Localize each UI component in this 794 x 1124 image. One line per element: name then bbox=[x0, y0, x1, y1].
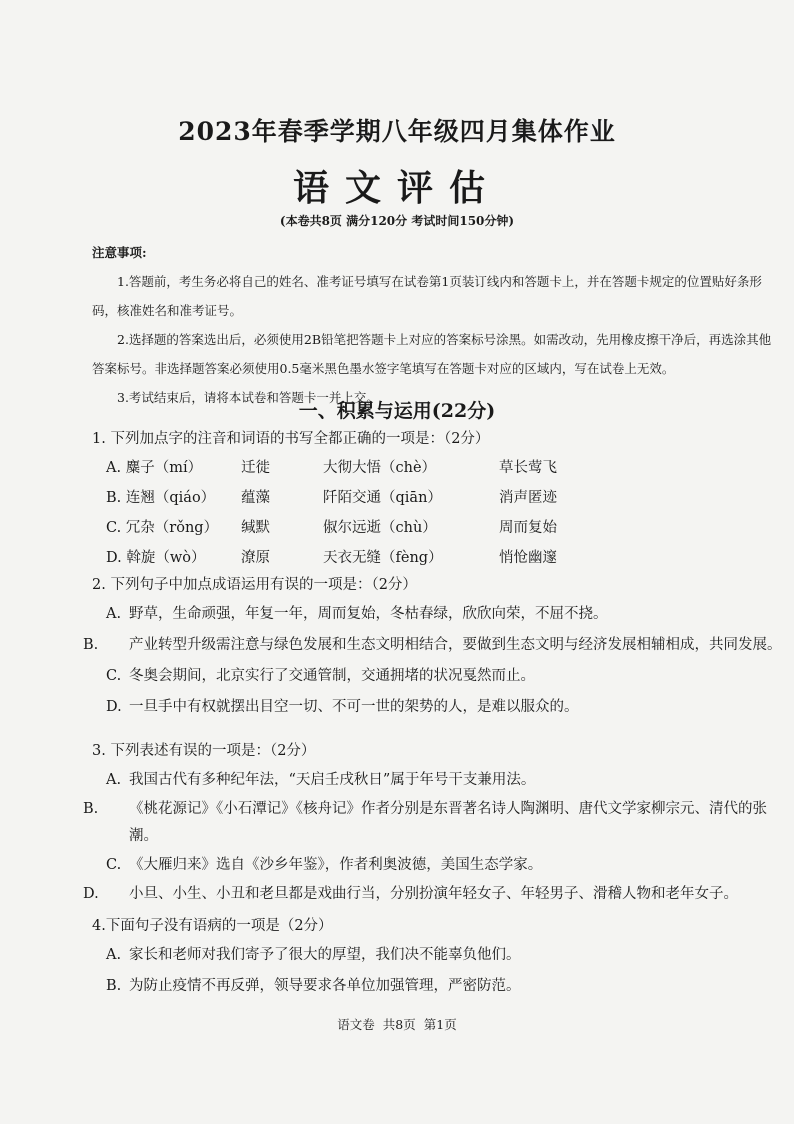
footer-subject: 语文卷 bbox=[337, 1017, 375, 1032]
notice-heading: 注意事项: bbox=[92, 245, 147, 260]
option-cell: 周而复始 bbox=[499, 520, 557, 536]
exam-info: (本卷共8页 满分120分 考试时间150分钟) bbox=[279, 214, 515, 228]
option-cell: 潦原 bbox=[241, 550, 270, 566]
option-cell: 俶尔远逝（chù） bbox=[323, 520, 437, 536]
question-title: 2. 下列句子中加点成语运用有误的一项是：（2分） bbox=[92, 577, 417, 593]
option-cell: 缄默 bbox=[241, 520, 270, 536]
option-label: A. bbox=[106, 772, 122, 788]
option-cell: 大彻大悟（chè） bbox=[323, 460, 437, 476]
notice-item: 2.选择题的答案选出后，必须使用2B铅笔把答题卡上对应的答案标号涂黑。如需改动，先用橡皮擦干净后，再选涂其他答案标号。非选择题答案必须使用0.5毫米黑色墨水签字笔填写在答题卡对应的区域内，写在试卷上无效。 bbox=[92, 332, 772, 376]
exam-title: 2023年春季学期八年级四月集体作业 bbox=[178, 117, 616, 146]
option-text: 一旦手中有权就摆出目空一切、不可一世的架势的人，是难以服众的。 bbox=[129, 699, 579, 715]
option-text: 小旦、小生、小丑和老旦都是戏曲行当，分别扮演年轻女子、年轻男子、滑稽人物和老年女子。 bbox=[129, 886, 738, 902]
option-label: B. bbox=[83, 637, 99, 653]
option-text: 为防止疫情不再反弹，领导要求各单位加强管理，严密防范。 bbox=[129, 978, 521, 994]
option-cell: D. 斡旋（wò） bbox=[106, 550, 206, 566]
question-1 bbox=[92, 426, 782, 573]
option-label: D. bbox=[106, 699, 122, 715]
section-title: 一、积累与运用(22分) bbox=[298, 400, 496, 422]
option-label: C. bbox=[106, 668, 122, 684]
question-title: 3. 下列表述有误的一项是：（2分） bbox=[92, 743, 316, 759]
options-grid bbox=[92, 453, 782, 573]
question-3 bbox=[83, 738, 782, 908]
footer-page: 第1页 bbox=[423, 1017, 457, 1032]
option-cell: 草长莺飞 bbox=[499, 460, 557, 476]
page-footer bbox=[0, 1015, 794, 1033]
notice-item: 1.答题前，考生务必将自己的姓名、准考证号填写在试卷第1页装订线内和答题卡上，并在答题卡规定的位置贴好条形码，核准姓名和准考证号。 bbox=[92, 274, 762, 318]
option-b bbox=[83, 630, 782, 661]
option-cell: 悄怆幽邃 bbox=[499, 550, 557, 566]
option-text: 产业转型升级需注意与绿色发展和生态文明相结合，要做到生态文明与经济发展相辅相成，共同发展。 bbox=[129, 637, 782, 653]
option-d bbox=[83, 881, 782, 908]
option-label: A. bbox=[106, 947, 122, 963]
option-cell: 迁徙 bbox=[241, 460, 270, 476]
option-label: B. bbox=[83, 801, 99, 817]
option-b bbox=[83, 796, 782, 850]
option-a bbox=[92, 599, 782, 630]
option-a bbox=[92, 940, 782, 971]
option-text: 家长和老师对我们寄予了很大的厚望，我们决不能辜负他们。 bbox=[129, 947, 521, 963]
option-cell: B. 连翘（qiáo） bbox=[106, 490, 216, 506]
notice-block bbox=[92, 238, 782, 412]
option-text: 冬奥会期间，北京实行了交通管制，交通拥堵的状况戛然而止。 bbox=[129, 668, 535, 684]
option-d bbox=[92, 692, 782, 723]
notice-item: 3.考试结束后，请将本试卷和答题卡一并上交。 bbox=[117, 390, 379, 405]
option-cell: A. 麋子（mí） bbox=[106, 460, 203, 476]
subject-title: 语文评估 bbox=[292, 167, 501, 209]
option-b bbox=[92, 971, 782, 1002]
option-cell: C. 冗杂（rǒng） bbox=[106, 520, 219, 536]
question-4 bbox=[92, 913, 782, 1002]
option-text: 我国古代有多种纪年法，“天启壬戌秋日”属于年号干支兼用法。 bbox=[129, 772, 536, 788]
option-text: 《大雁归来》选自《沙乡年鉴》，作者利奥波德，美国生态学家。 bbox=[129, 857, 543, 873]
option-label: A. bbox=[106, 606, 122, 622]
option-cell: 蕴藻 bbox=[241, 490, 270, 506]
option-label: B. bbox=[106, 978, 122, 994]
option-text: 野草，生命顽强，年复一年，周而复始，冬枯春绿，欣欣向荣，不屈不挠。 bbox=[129, 606, 608, 622]
footer-total: 共8页 bbox=[382, 1017, 416, 1032]
option-cell: 消声匿迹 bbox=[499, 490, 557, 506]
option-c bbox=[92, 661, 782, 692]
option-label: C. bbox=[106, 857, 122, 873]
option-cell: 阡陌交通（qiān） bbox=[323, 490, 442, 506]
option-label: D. bbox=[83, 886, 99, 902]
question-title: 4.下面句子没有语病的一项是（2分） bbox=[92, 918, 333, 934]
question-title: 1. 下列加点字的注音和词语的书写全都正确的一项是：（2分） bbox=[92, 431, 490, 447]
option-c bbox=[92, 850, 782, 881]
question-2 bbox=[83, 572, 782, 723]
option-cell: 天衣无缝（fèng） bbox=[323, 550, 443, 566]
option-a bbox=[92, 765, 782, 796]
option-text: 《桃花源记》《小石潭记》《核舟记》作者分别是东晋著名诗人陶渊明、唐代文学家柳宗元、清代的张潮。 bbox=[129, 801, 767, 844]
